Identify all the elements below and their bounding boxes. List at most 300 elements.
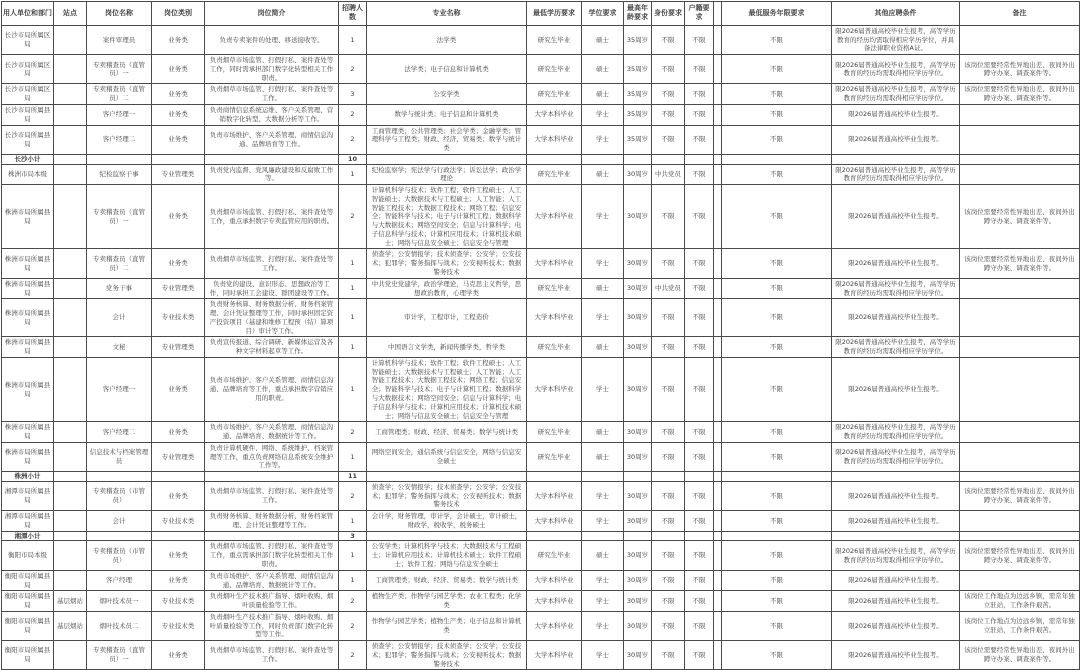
table-cell: 不限 (652, 55, 685, 84)
table-header (2, 2, 1080, 26)
table-cell (722, 472, 832, 482)
table-cell: 1 (339, 337, 367, 358)
table-cell: 学士 (582, 357, 624, 421)
table-cell: 2 (339, 591, 367, 612)
table-cell: 限2026届普通高校毕业生报考。 (832, 105, 960, 126)
table-cell: 衡阳市局所属县局 (2, 611, 54, 640)
table-cell: 侦查学；公安情报学；技术侦查学；公安学；公安技术；犯罪学；警务指挥与战术；公安视听技术；数据警务技术 (367, 481, 527, 510)
table-cell (722, 531, 832, 541)
table-cell (714, 472, 722, 482)
table-cell: 专业技术类 (152, 299, 205, 337)
table-cell (960, 531, 1080, 541)
table-cell: 不限 (685, 511, 714, 532)
table-cell: 数学与统计类；电子信息和计算机类 (367, 105, 527, 126)
table-cell: 学士 (582, 249, 624, 278)
table-cell: 不限 (722, 611, 832, 640)
table-cell: 不限 (652, 591, 685, 612)
table-cell: 不限 (722, 299, 832, 337)
table-row (2, 164, 1080, 185)
table-cell: 植物生产类；作物学与园艺学类；农业工程类；化学类 (367, 591, 527, 612)
table-cell: 不限 (722, 337, 832, 358)
column-header: 专业名称 (367, 2, 527, 26)
table-cell: 限2026届普通高校毕业生报考。 (832, 357, 960, 421)
table-cell (527, 472, 582, 482)
table-cell: 大学本科毕业 (527, 299, 582, 337)
table-cell: 不限 (722, 570, 832, 591)
subtotal-row (2, 472, 1080, 482)
table-cell: 负责烟叶生产技术推广指导、烟叶收购、烟叶质量检验等工作，同时负责部门数字化转型等工作。 (205, 611, 339, 640)
table-cell (652, 531, 685, 541)
table-cell: 学士 (582, 611, 624, 640)
table-cell: 限2026届普通高校毕业生报考。 (832, 611, 960, 640)
table-cell: 衡阳市局本级 (2, 541, 54, 570)
table-cell: 限2026届普通高校毕业生报考，高等学历教育的经历均需取得相应学历学位。 (832, 55, 960, 84)
table-cell: 不限 (685, 357, 714, 421)
table-cell: 大学本科毕业 (527, 570, 582, 591)
table-cell: 不限 (685, 481, 714, 510)
table-cell: 1 (339, 278, 367, 299)
table-cell (714, 541, 722, 570)
table-cell (714, 641, 722, 670)
table-cell: 限2026届普通高校毕业生报考。 (832, 185, 960, 249)
table-cell: 株洲市局所属县局 (2, 185, 54, 249)
table-cell: 不限 (652, 25, 685, 54)
table-cell: 会计 (87, 511, 152, 532)
table-cell: 工商管理类；财政、经济、贸易类；数学与统计类 (367, 570, 527, 591)
table-cell: 2 (339, 611, 367, 640)
table-cell (54, 511, 87, 532)
table-cell (960, 164, 1080, 185)
table-cell: 业务类 (152, 357, 205, 421)
table-cell (714, 611, 722, 640)
table-cell: 不限 (685, 55, 714, 84)
table-cell: 1 (339, 442, 367, 471)
table-cell: 限2026届普通高校毕业生报考，高等学历教育的经历均需取得相应学历学位。 (832, 84, 960, 105)
table-cell: 硕士 (582, 442, 624, 471)
table-cell (714, 105, 722, 126)
table-cell (714, 164, 722, 185)
table-cell (54, 641, 87, 670)
column-header: 学位要求 (582, 2, 624, 26)
table-cell: 研究生毕业 (527, 337, 582, 358)
table-cell: 衡阳市局所属县局 (2, 591, 54, 612)
table-cell: 业务类 (152, 422, 205, 443)
table-cell: 衡阳市局所属县局 (2, 641, 54, 670)
table-cell: 烟叶技术员一 (87, 591, 152, 612)
table-cell (960, 357, 1080, 421)
table-cell (960, 299, 1080, 337)
table-cell: 不限 (722, 481, 832, 510)
table-row (2, 299, 1080, 337)
table-cell: 专业技术类 (152, 511, 205, 532)
column-header: 站点 (54, 2, 87, 26)
table-cell (714, 55, 722, 84)
table-cell (714, 422, 722, 443)
table-cell (714, 531, 722, 541)
table-cell (87, 472, 152, 482)
table-row (2, 249, 1080, 278)
table-cell: 业务类 (152, 25, 205, 54)
table-cell (367, 472, 527, 482)
table-cell: 3 (339, 84, 367, 105)
table-cell (152, 472, 205, 482)
table-cell: 该岗位需要经常性异地出差、夜间外出蹲守办案、调查案件等。 (960, 481, 1080, 510)
table-cell: 2 (339, 422, 367, 443)
table-cell: 30周岁 (624, 422, 652, 443)
table-cell: 衡阳市局所属县局 (2, 570, 54, 591)
table-cell: 学士 (582, 299, 624, 337)
table-cell: 网络空间安全，通信系统与信息安全，网络与信息安全硕士 (367, 442, 527, 471)
recruitment-table-sheet (1, 1, 1079, 670)
table-cell (152, 531, 205, 541)
table-cell (960, 337, 1080, 358)
table-cell (960, 154, 1080, 164)
table-cell (960, 125, 1080, 154)
table-cell: 限2026届普通高校毕业生报考，高等学历教育的经历均需取得相应学历学位。 (832, 278, 960, 299)
table-cell: 大学本科毕业 (527, 591, 582, 612)
table-cell: 10 (339, 154, 367, 164)
table-cell: 1 (339, 541, 367, 570)
table-cell (54, 531, 87, 541)
table-cell (54, 481, 87, 510)
table-cell (367, 154, 527, 164)
table-cell (87, 531, 152, 541)
table-cell: 专卖稽查员（直管员）二 (87, 84, 152, 105)
table-cell: 文秘 (87, 337, 152, 358)
table-cell (54, 154, 87, 164)
table-cell: 硕士 (582, 278, 624, 299)
table-cell: 不限 (685, 422, 714, 443)
table-cell: 硕士 (582, 422, 624, 443)
table-row (2, 185, 1080, 249)
table-cell: 信息技术与档案管理员 (87, 442, 152, 471)
table-cell: 限2026届普通高校毕业生报考。 (832, 591, 960, 612)
table-cell: 限2026届普通高校毕业生报考。 (832, 481, 960, 510)
table-cell (527, 154, 582, 164)
table-cell: 不限 (652, 481, 685, 510)
table-cell: 株洲市局所属县局 (2, 278, 54, 299)
table-cell: 长沙市局所属区局 (2, 25, 54, 54)
table-cell: 1 (339, 249, 367, 278)
table-cell: 研究生毕业 (527, 84, 582, 105)
table-cell: 30周岁 (624, 570, 652, 591)
table-cell: 负责党的建设、意识形态、思想政治等工作，同时承担工会建设、群团建设等工作。 (205, 278, 339, 299)
table-cell: 不限 (685, 641, 714, 670)
table-cell (714, 481, 722, 510)
table-cell: 不限 (722, 591, 832, 612)
table-cell: 不限 (685, 299, 714, 337)
table-cell (54, 570, 87, 591)
table-row (2, 55, 1080, 84)
table-cell: 不限 (685, 337, 714, 358)
recruitment-table (1, 1, 1080, 670)
table-row (2, 278, 1080, 299)
table-cell: 侦查学；公安情报学；技术侦查学；公安学；公安技术；犯罪学；警务指挥与战术；公安视听技术；数据警务技术 (367, 641, 527, 670)
table-row (2, 511, 1080, 532)
table-cell (714, 125, 722, 154)
table-cell: 客户经理二 (87, 125, 152, 154)
table-cell: 不限 (652, 337, 685, 358)
table-cell (960, 570, 1080, 591)
table-cell: 负责专卖案件的处理、移送接收等。 (205, 25, 339, 54)
table-cell: 30周岁 (624, 442, 652, 471)
table-cell: 不限 (652, 249, 685, 278)
table-cell: 2 (339, 55, 367, 84)
table-cell (54, 84, 87, 105)
table-cell (714, 337, 722, 358)
table-cell (54, 25, 87, 54)
table-cell: 工商管理类；公共管理类；社会学类；金融学类；管理科学与工程类；财政、经济、贸易类；数学与统计类 (367, 125, 527, 154)
table-row (2, 591, 1080, 612)
table-cell: 负责财务核算、财务数据分析、财务档案管理、会计凭证整理等工作，同时承担固定资产投资项目（基建和维修工程预（结）算项目）审计等工作。 (205, 299, 339, 337)
table-cell: 不限 (685, 591, 714, 612)
table-cell: 会计学，财务管理，审计学，会计硕士，审计硕士，财政学，税收学，税务硕士 (367, 511, 527, 532)
column-header: 户籍要求 (685, 2, 714, 26)
table-cell (624, 531, 652, 541)
table-cell: 不限 (652, 105, 685, 126)
table-cell (582, 472, 624, 482)
table-row (2, 481, 1080, 510)
table-cell: 学士 (582, 105, 624, 126)
table-cell: 法学类；电子信息和计算机类 (367, 55, 527, 84)
table-cell (54, 337, 87, 358)
table-cell: 大学本科毕业 (527, 641, 582, 670)
table-cell: 该岗位工作地点为边远乡镇，需常年独立驻站，工作条件艰苦。 (960, 591, 1080, 612)
table-cell: 作物学与园艺学类；植物生产类；电子信息和计算机类 (367, 611, 527, 640)
table-cell: 大学本科毕业 (527, 185, 582, 249)
table-cell: 长沙市局所属县局 (2, 125, 54, 154)
table-cell: 负责市场维护、客户关系管理、商情信息沟通、品牌培育等工作。 (205, 125, 339, 154)
table-cell: 株洲小计 (2, 472, 54, 482)
table-cell: 中共党员 (652, 164, 685, 185)
table-cell (685, 531, 714, 541)
table-row (2, 337, 1080, 358)
table-cell: 纪检监察干事 (87, 164, 152, 185)
table-cell: 不限 (722, 84, 832, 105)
table-cell: 法学类 (367, 25, 527, 54)
column-header: 用人单位和部门 (2, 2, 54, 26)
table-cell (714, 357, 722, 421)
table-cell: 限2026届普通高校毕业生报考，高等学历教育的经历均需取得相应学历学位。 (832, 422, 960, 443)
table-cell: 不限 (652, 125, 685, 154)
table-cell: 30周岁 (624, 249, 652, 278)
table-cell (714, 570, 722, 591)
table-cell: 业务类 (152, 481, 205, 510)
table-cell (714, 299, 722, 337)
table-cell: 负责商情信息系统运维、客户关系管理、营销数字化转型、大数据分析等工作。 (205, 105, 339, 126)
table-cell: 中共党史党建学，政治学理论，马克思主义哲学，思想政治教育，心理学类 (367, 278, 527, 299)
table-cell: 专业管理类 (152, 278, 205, 299)
table-cell (624, 472, 652, 482)
table-cell: 30周岁 (624, 337, 652, 358)
table-cell: 大学本科毕业 (527, 357, 582, 421)
table-cell: 不限 (722, 357, 832, 421)
table-cell: 专业技术类 (152, 611, 205, 640)
table-cell: 大学本科毕业 (527, 611, 582, 640)
table-cell: 不限 (652, 570, 685, 591)
table-cell: 不限 (685, 278, 714, 299)
table-cell (960, 511, 1080, 532)
table-cell: 35周岁 (624, 25, 652, 54)
table-cell: 湘潭小计 (2, 531, 54, 541)
table-cell: 不限 (685, 105, 714, 126)
table-cell: 客户经理一 (87, 357, 152, 421)
table-cell: 会计 (87, 299, 152, 337)
table-cell: 研究生毕业 (527, 25, 582, 54)
table-cell: 不限 (722, 185, 832, 249)
table-cell (582, 154, 624, 164)
table-cell: 35周岁 (624, 125, 652, 154)
table-cell: 不限 (652, 511, 685, 532)
table-cell (832, 154, 960, 164)
table-cell (54, 185, 87, 249)
table-cell: 硕士 (582, 164, 624, 185)
table-cell: 该岗位需要经常性异地出差、夜间外出蹲守办案、调查案件等。 (960, 84, 1080, 105)
table-cell: 11 (339, 472, 367, 482)
table-cell: 负责烟草市场监管、打假打私、案件查处等工作，重点承担数字专卖监管应用的职责。 (205, 185, 339, 249)
table-cell (54, 422, 87, 443)
table-cell (685, 472, 714, 482)
table-row (2, 105, 1080, 126)
table-cell: 不限 (685, 185, 714, 249)
table-cell: 不限 (685, 611, 714, 640)
table-cell: 30周岁 (624, 511, 652, 532)
table-cell: 不限 (652, 641, 685, 670)
table-cell: 2 (339, 105, 367, 126)
table-cell (714, 442, 722, 471)
table-cell: 该岗位需要经常性异地出差、夜间外出蹲守办案、调查案件等。 (960, 185, 1080, 249)
table-cell: 不限 (685, 570, 714, 591)
table-cell: 负责烟草市场监管、打假打私、案件查处等工作。 (205, 481, 339, 510)
table-cell: 客户经理 (87, 570, 152, 591)
table-cell: 该岗位需要经常性异地出差、夜间外出蹲守办案、调查案件等。 (960, 55, 1080, 84)
table-cell (714, 25, 722, 54)
table-cell (367, 531, 527, 541)
table-cell: 专业管理类 (152, 442, 205, 471)
table-cell (152, 154, 205, 164)
table-cell: 负责烟草市场监管、打假打私、案件查处等工作。 (205, 84, 339, 105)
table-cell (685, 154, 714, 164)
table-cell: 专卖稽查员（直管员）一 (87, 55, 152, 84)
table-cell: 株洲市局本级 (2, 164, 54, 185)
table-cell: 不限 (652, 611, 685, 640)
table-cell: 负责宣传报道、综合调研、新媒体运营及各种文字材料起草等工作。 (205, 337, 339, 358)
table-cell: 株洲市局所属县局 (2, 249, 54, 278)
table-cell: 3 (339, 531, 367, 541)
table-cell: 工商管理类；财政、经济、贸易类；数学与统计类 (367, 422, 527, 443)
table-row (2, 442, 1080, 471)
table-row (2, 641, 1080, 670)
table-cell: 2 (339, 185, 367, 249)
table-cell (54, 249, 87, 278)
table-cell: 不限 (722, 541, 832, 570)
table-cell: 硕士 (582, 25, 624, 54)
table-cell (582, 531, 624, 541)
table-cell: 专卖稽查员（直管员）一 (87, 641, 152, 670)
table-cell (960, 422, 1080, 443)
table-cell: 负责烟草市场监管、打假打私、案件查处等工作。 (205, 249, 339, 278)
table-cell: 不限 (722, 422, 832, 443)
table-cell: 长沙市局所属县局 (2, 105, 54, 126)
table-cell: 不限 (685, 442, 714, 471)
table-cell (527, 531, 582, 541)
table-cell: 长沙小计 (2, 154, 54, 164)
table-cell: 长沙市局所属区局 (2, 55, 54, 84)
table-cell: 负责市场维护、客户关系管理、商情信息沟通、品牌培育等工作，重点承担数字营销应用的职责。 (205, 357, 339, 421)
table-cell (205, 531, 339, 541)
table-row (2, 25, 1080, 54)
table-cell: 限2026届普通高校毕业生报考，高等学历教育的经历均需取得相应学历学位。 (832, 442, 960, 471)
table-cell: 1 (339, 357, 367, 421)
table-cell: 2 (339, 641, 367, 670)
table-body (2, 25, 1080, 670)
table-cell: 审计学，工程审计，工程造价 (367, 299, 527, 337)
table-row (2, 541, 1080, 570)
table-cell: 专卖稽查员（直管员）二 (87, 249, 152, 278)
column-header: 岗位简介 (205, 2, 339, 26)
table-cell: 专业管理类 (152, 164, 205, 185)
table-cell: 业务类 (152, 185, 205, 249)
column-header: 备注 (960, 2, 1080, 26)
table-cell (54, 164, 87, 185)
table-cell (714, 185, 722, 249)
subtotal-row (2, 154, 1080, 164)
table-cell: 业务类 (152, 125, 205, 154)
table-cell: 党务干事 (87, 278, 152, 299)
table-cell (714, 154, 722, 164)
table-cell: 不限 (685, 84, 714, 105)
table-cell (832, 531, 960, 541)
table-cell: 30周岁 (624, 299, 652, 337)
table-cell: 负责市场维护、客户关系管理、商情信息沟通、品牌培育、数据统计等工作。 (205, 570, 339, 591)
table-cell: 不限 (652, 541, 685, 570)
table-cell: 30周岁 (624, 278, 652, 299)
table-cell: 株洲市局所属县局 (2, 422, 54, 443)
table-cell: 硕士 (582, 337, 624, 358)
table-cell (205, 472, 339, 482)
table-cell: 客户经理二 (87, 422, 152, 443)
table-cell: 研究生毕业 (527, 55, 582, 84)
table-cell (960, 25, 1080, 54)
table-cell: 学士 (582, 570, 624, 591)
table-cell (54, 472, 87, 482)
table-cell: 限2026届普通高校毕业生报考，高等学历教育的经历均需取得相应学历学位，并具备法律职业资格A证。 (832, 25, 960, 54)
table-cell: 1 (339, 511, 367, 532)
table-cell: 研究生毕业 (527, 541, 582, 570)
table-cell: 30周岁 (624, 641, 652, 670)
table-cell: 不限 (722, 249, 832, 278)
table-cell: 大学本科毕业 (527, 125, 582, 154)
table-cell: 该岗位需要经常性异地出差、夜间外出蹲守办案、调查案件等。 (960, 641, 1080, 670)
table-row (2, 611, 1080, 640)
table-cell: 限2026届普通高校毕业生报考，高等学历教育的经历均需取得相应学历学位。 (832, 337, 960, 358)
table-cell (624, 154, 652, 164)
table-cell: 案件审理员 (87, 25, 152, 54)
table-cell: 不限 (685, 164, 714, 185)
table-cell: 不限 (722, 164, 832, 185)
table-cell: 学士 (582, 591, 624, 612)
table-cell: 负责计算机硬件、网络、系统维护、档案管理等工作，重点负责网络信息系统安全维护工作等。 (205, 442, 339, 471)
table-row (2, 422, 1080, 443)
table-cell: 30周岁 (624, 185, 652, 249)
table-cell: 硕士 (582, 541, 624, 570)
table-cell: 该岗位需要经常性异地出差、夜间外出蹲守办案、调查案件等。 (960, 249, 1080, 278)
table-cell: 不限 (722, 105, 832, 126)
table-cell: 不限 (652, 84, 685, 105)
table-cell (54, 299, 87, 337)
table-cell: 不限 (652, 422, 685, 443)
table-cell: 计算机科学与技术；软件工程；软件工程硕士；人工智能硕士；大数据技术与工程硕士；人工智能；人工智能工程技术；大数据工程技术；网络工程；信息安全；智能科学与技术；电子与计算机工程；数据科学与大数据技术；网络空间安全；信息与计算科学；电子信息科学与技术；计算机应用技术；计算机技术硕士；网络与信息安全硕士；信息安全与管理 (367, 185, 527, 249)
